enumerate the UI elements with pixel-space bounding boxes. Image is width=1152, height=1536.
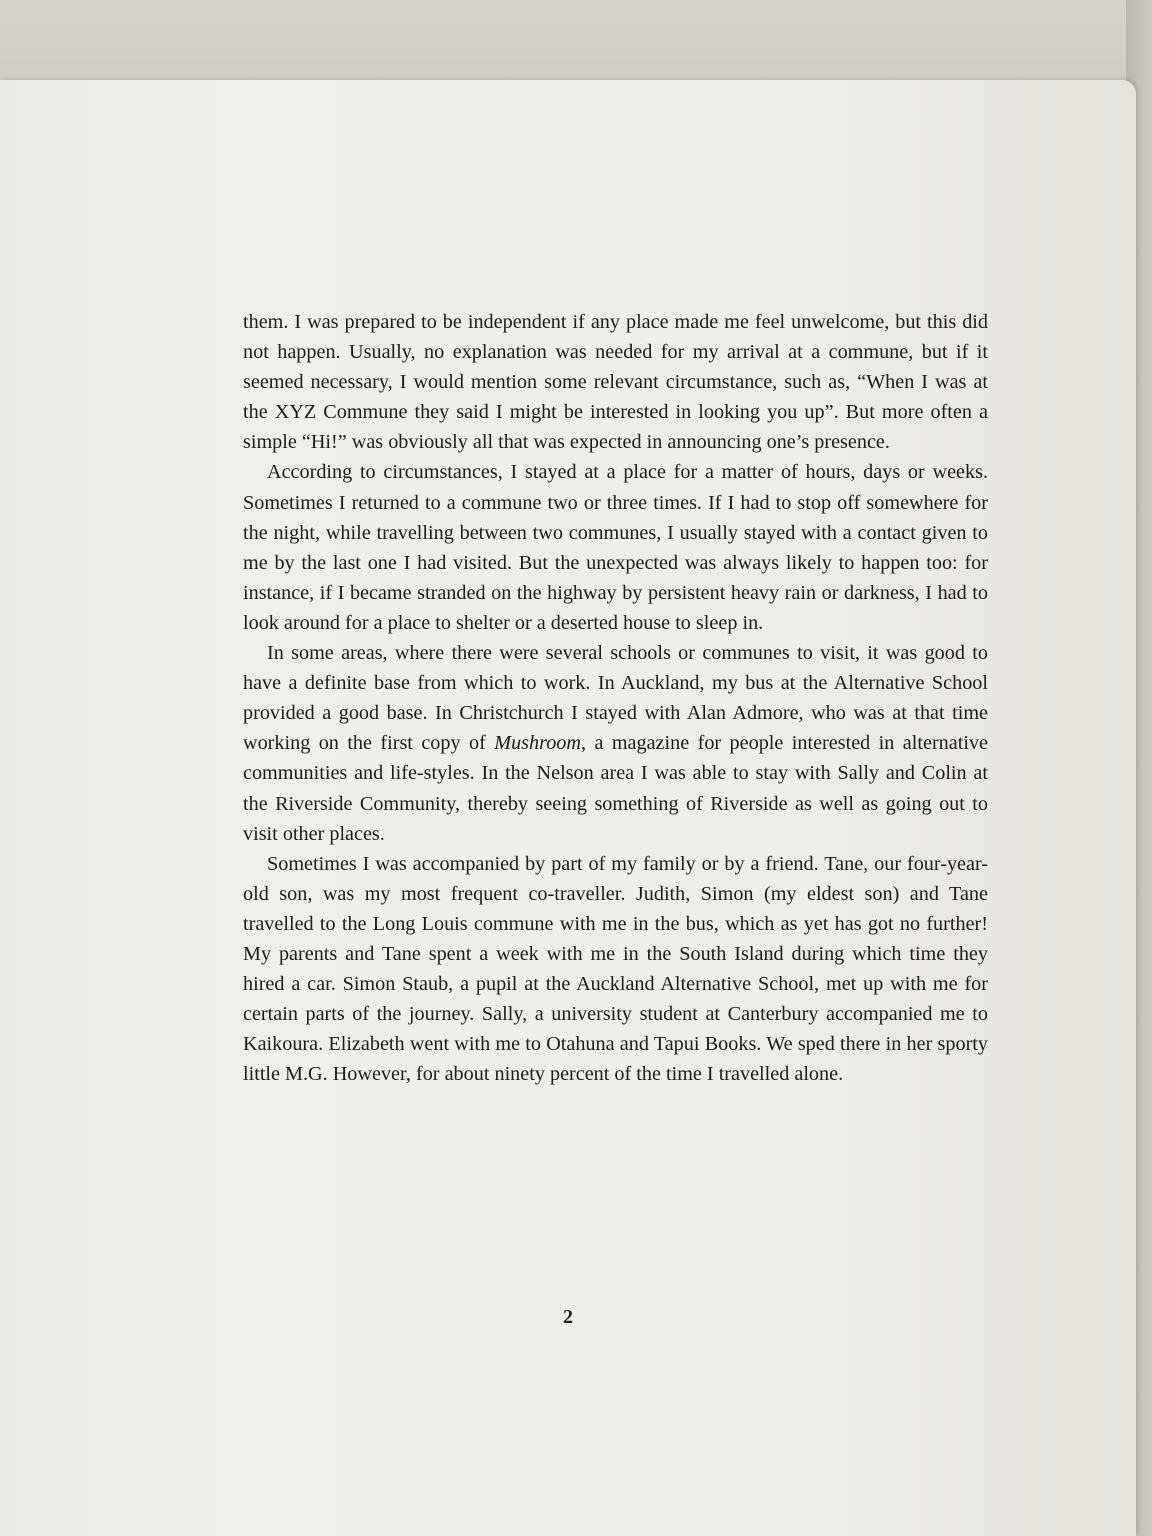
paragraph-2-text: According to circumstances, I stayed at a place for a matter of hours, days or weeks. Sometimes I returned to a commune two or three times. If I had to stop off somewhere for the night, while travelling between two communes, I usually stayed with a contact given to me by the last one I had visited. But the unexpected was always likely to happen too: for instance, if I became stranded on the highway by persistent heavy rain or darkness, I had to look around for a place to shelter or a deserted house to sleep in. [243, 461, 988, 634]
page-number: 2 [563, 1306, 573, 1328]
book-page [0, 80, 1136, 1536]
paragraph-1-text: them. I was prepared to be independent if any place made me feel unwelcome, but this did not happen. Usually, no explanation was needed for my arrival at a commune, but if it seemed necessary, I would mention some relevant circumstance, such as, “When I was at the XYZ Commune they said I might be interested in looking you up”. But more often a simple “Hi!” was obviously all that was expected in announcing one’s presence. [243, 311, 988, 454]
paragraph-1 [243, 307, 988, 457]
magazine-title: Mushroom [494, 732, 581, 755]
backdrop-top [0, 0, 1152, 90]
paragraph-2 [243, 457, 988, 638]
paragraph-3-text-start: In some areas, where there were several schools or communes to visit, it was good to have a definite base from which to work. In Auckland, my bus at the Alternative School provided a good base. In Christchurch I stayed with Alan Admore, who was at that time working on the first copy of [243, 642, 988, 755]
paragraph-4 [243, 849, 988, 1090]
paragraph-3-text-end: , a magazine for people interested in alternative communities and life-styles. In the Nelson area I was able to stay with Sally and Colin at the Riverside Community, thereby seeing something of Riverside as well as going out to visit other places. [243, 732, 988, 845]
paragraph-4-text: Sometimes I was accompanied by part of my family or by a friend. Tane, our four-year-old son, was my most frequent co-traveller. Judith, Simon (my eldest son) and Tane travelled to the Long Louis commune with me in the bus, which as yet has got no further! My parents and Tane spent a week with me in the South Island during which time they hired a car. Simon Staub, a pupil at the Auckland Alternative School, met up with me for certain parts of the journey. Sally, a university student at Canterbury accompanied me to Kaikoura. Elizabeth went with me to Otahuna and Tapui Books. We sped there in her sporty little M.G. However, for about ninety percent of the time I travelled alone. [243, 852, 988, 1086]
paragraph-3 [243, 638, 988, 849]
body-text [243, 307, 988, 1089]
